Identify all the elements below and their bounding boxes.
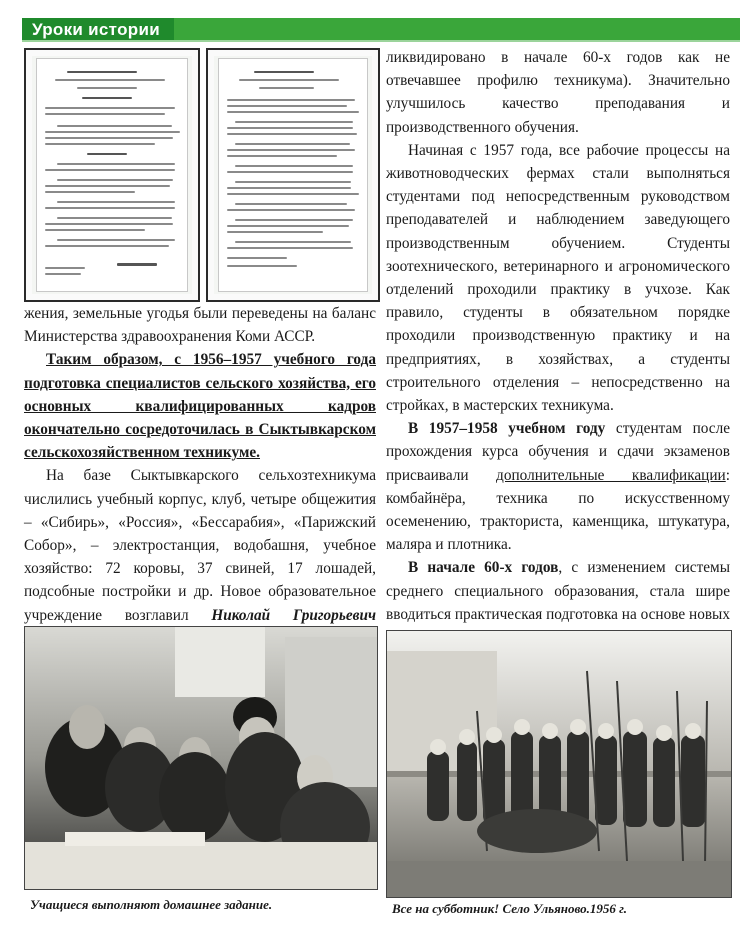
photo-subbotnik — [386, 630, 732, 898]
text-span: студентам после прохождения курса обучения и сдачи экзаменов присваивали — [386, 420, 730, 484]
archive-document-image-1 — [24, 48, 200, 302]
paragraph: Начиная с 1957 года, все рабочие процессы на животноводческих фермах стали выполняться студентами под непосредственным руководством преподавателей и наблюдением заведующего производственным обучением. Студенты зоотехнического, ветеринарного и агрономического отделений проходили практику в учхозе. Как правило, студенты в обязательном порядке проходили производственную практику и на предприятиях, в хозяйствах, а студенты строительного отделения – непосредственно на стройках, в мастерских техникума. — [386, 141, 730, 415]
header-stripe — [22, 40, 740, 42]
person-name: Николай Григорьевич — [211, 606, 376, 624]
section-header — [0, 0, 752, 42]
year-highlight: В 1957–1958 учебном году — [408, 420, 606, 438]
photo-left-caption: Учащиеся выполняют домашнее задание. — [30, 897, 273, 912]
year-highlight: В начале 60-х годов — [408, 559, 559, 577]
text-span: На базе Сыктывкарского сельхозтехникума числились учебный корпус, клуб, четыре общежития – «Сибирь», «Россия», «Бессарабия», «Парижский Собор», – электростанция, водобашня, учебное хозяйство: 72 коровы, 37 свиней, 17 лошадей, подсобные постройки и др. Новое образовательное учреждение возглавил — [24, 467, 376, 624]
text-span: , с изменением системы среднего специального образования, стала шире вводиться практическая подготовка на основе новых — [386, 559, 730, 623]
photo-right-caption: Все на субботник! Село Ульяново.1956 г. — [392, 901, 628, 916]
photo-students-homework — [24, 626, 378, 890]
paragraph — [386, 417, 730, 556]
paragraph: ликвидировано в начале 60-х годов как не отвечавшее профилю техникума). Значительно улучшилось качество преподавания и производственного обучения. — [386, 49, 730, 136]
underlined-text: дополнительные квалификации — [496, 466, 726, 484]
text-span: : комбайнёра, техника по искусственному осеменению, тракториста, каменщика, штукатура, маляра и плотника. — [386, 466, 730, 554]
photo-students-homework-graphic — [25, 627, 377, 889]
photo-subbotnik-graphic — [387, 631, 731, 897]
summary-paragraph: Таким образом, с 1956–1957 учебного года подготовка специалистов сельского хозяйства, его основных квалифицированных кадров окончательно сосредоточилась в Сыктывкарском сельскохозяйственном техникуме. — [24, 351, 376, 462]
section-title: Уроки истории — [22, 18, 174, 42]
paragraph: жения, земельные угодья были переведены на баланс Министерства здравоохранения Коми АССР. — [24, 305, 376, 346]
archive-document-image-2 — [206, 48, 380, 302]
